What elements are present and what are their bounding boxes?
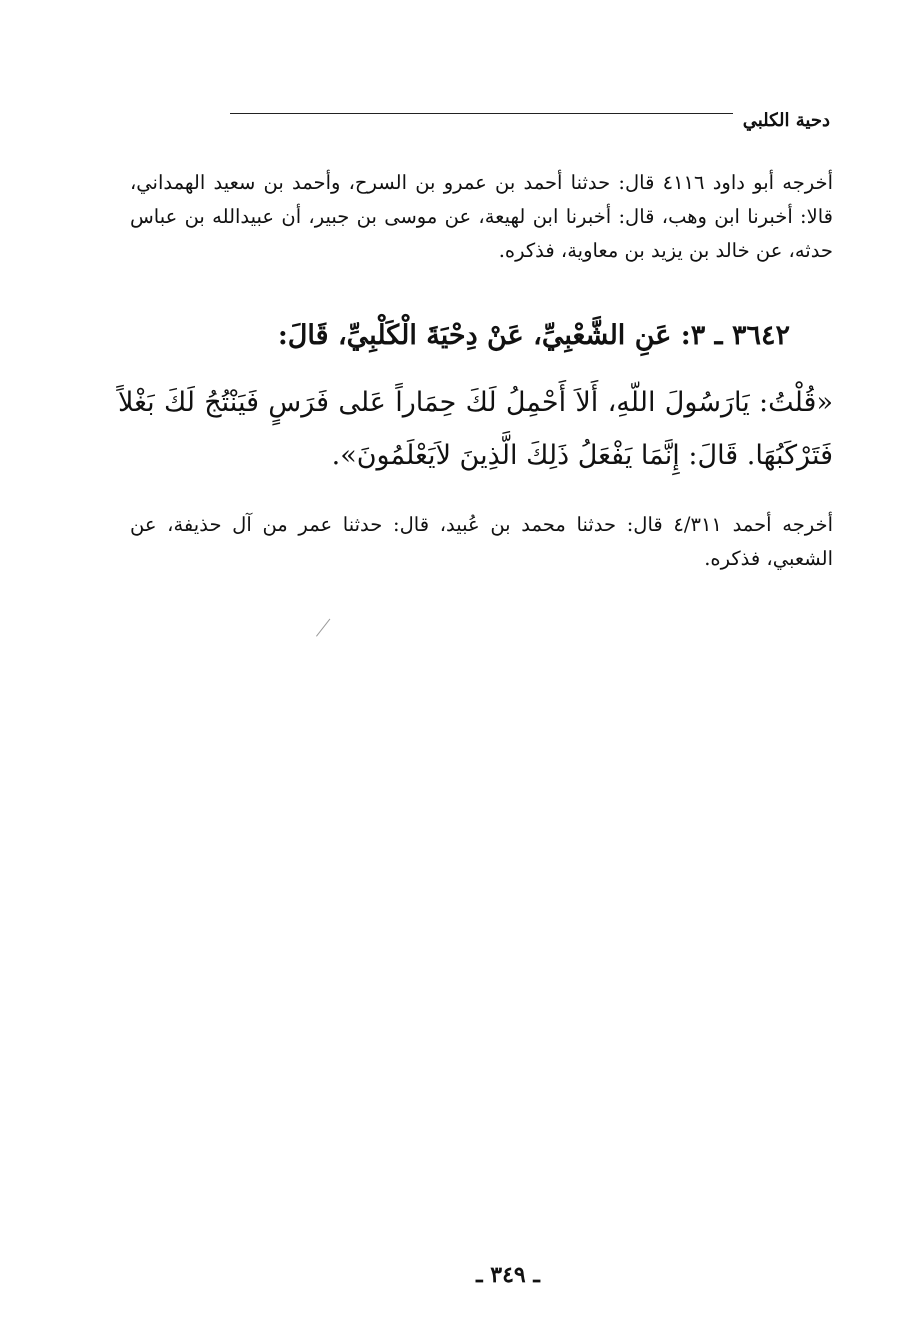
source-citation-2: أخرجه أحمد ٤/٣١١ قال: حدثنا محمد بن عُبيد، قال: حدثنا عمر من آل حذيفة، عن الشعبي، فذكره.	[130, 513, 833, 570]
source-citation-1: أخرجه أبو داود ٤١١٦ قال: حدثنا أحمد بن عمرو بن السرح، وأحمد بن سعيد الهمداني، قالا: أخبرنا ابن وهب، قال: أخبرنا ابن لهيعة، عن موسى بن جبير، أن عبيدالله بن عباس حدثه، عن خالد بن يزيد بن معاوية، فذكره.	[130, 171, 833, 262]
page-number: ـ ٣٤٩ ـ	[476, 1262, 540, 1288]
hadith-text: «قُلْتُ: يَارَسُولَ اللّهِ، أَلاَ أَحْمِلُ لَكَ حِمَاراً عَلى فَرَسٍ فَيَنْتُجُ لَكَ بَغْلاً فَتَرْكَبُهَا. قَالَ: إِنَّمَا يَفْعَلُ ذَلِكَ الَّذِينَ لاَيَعْلَمُونَ».	[118, 387, 833, 471]
header-rule	[230, 113, 733, 114]
running-header	[230, 104, 830, 136]
header-title: دحية الكلبي	[742, 109, 830, 131]
scan-mark	[316, 619, 330, 637]
hadith-heading: ٣٦٤٢ ـ ٣: عَنِ الشَّعْبِيِّ، عَنْ دِحْيَةَ الْكَلْبِيِّ، قَالَ:	[277, 320, 790, 351]
